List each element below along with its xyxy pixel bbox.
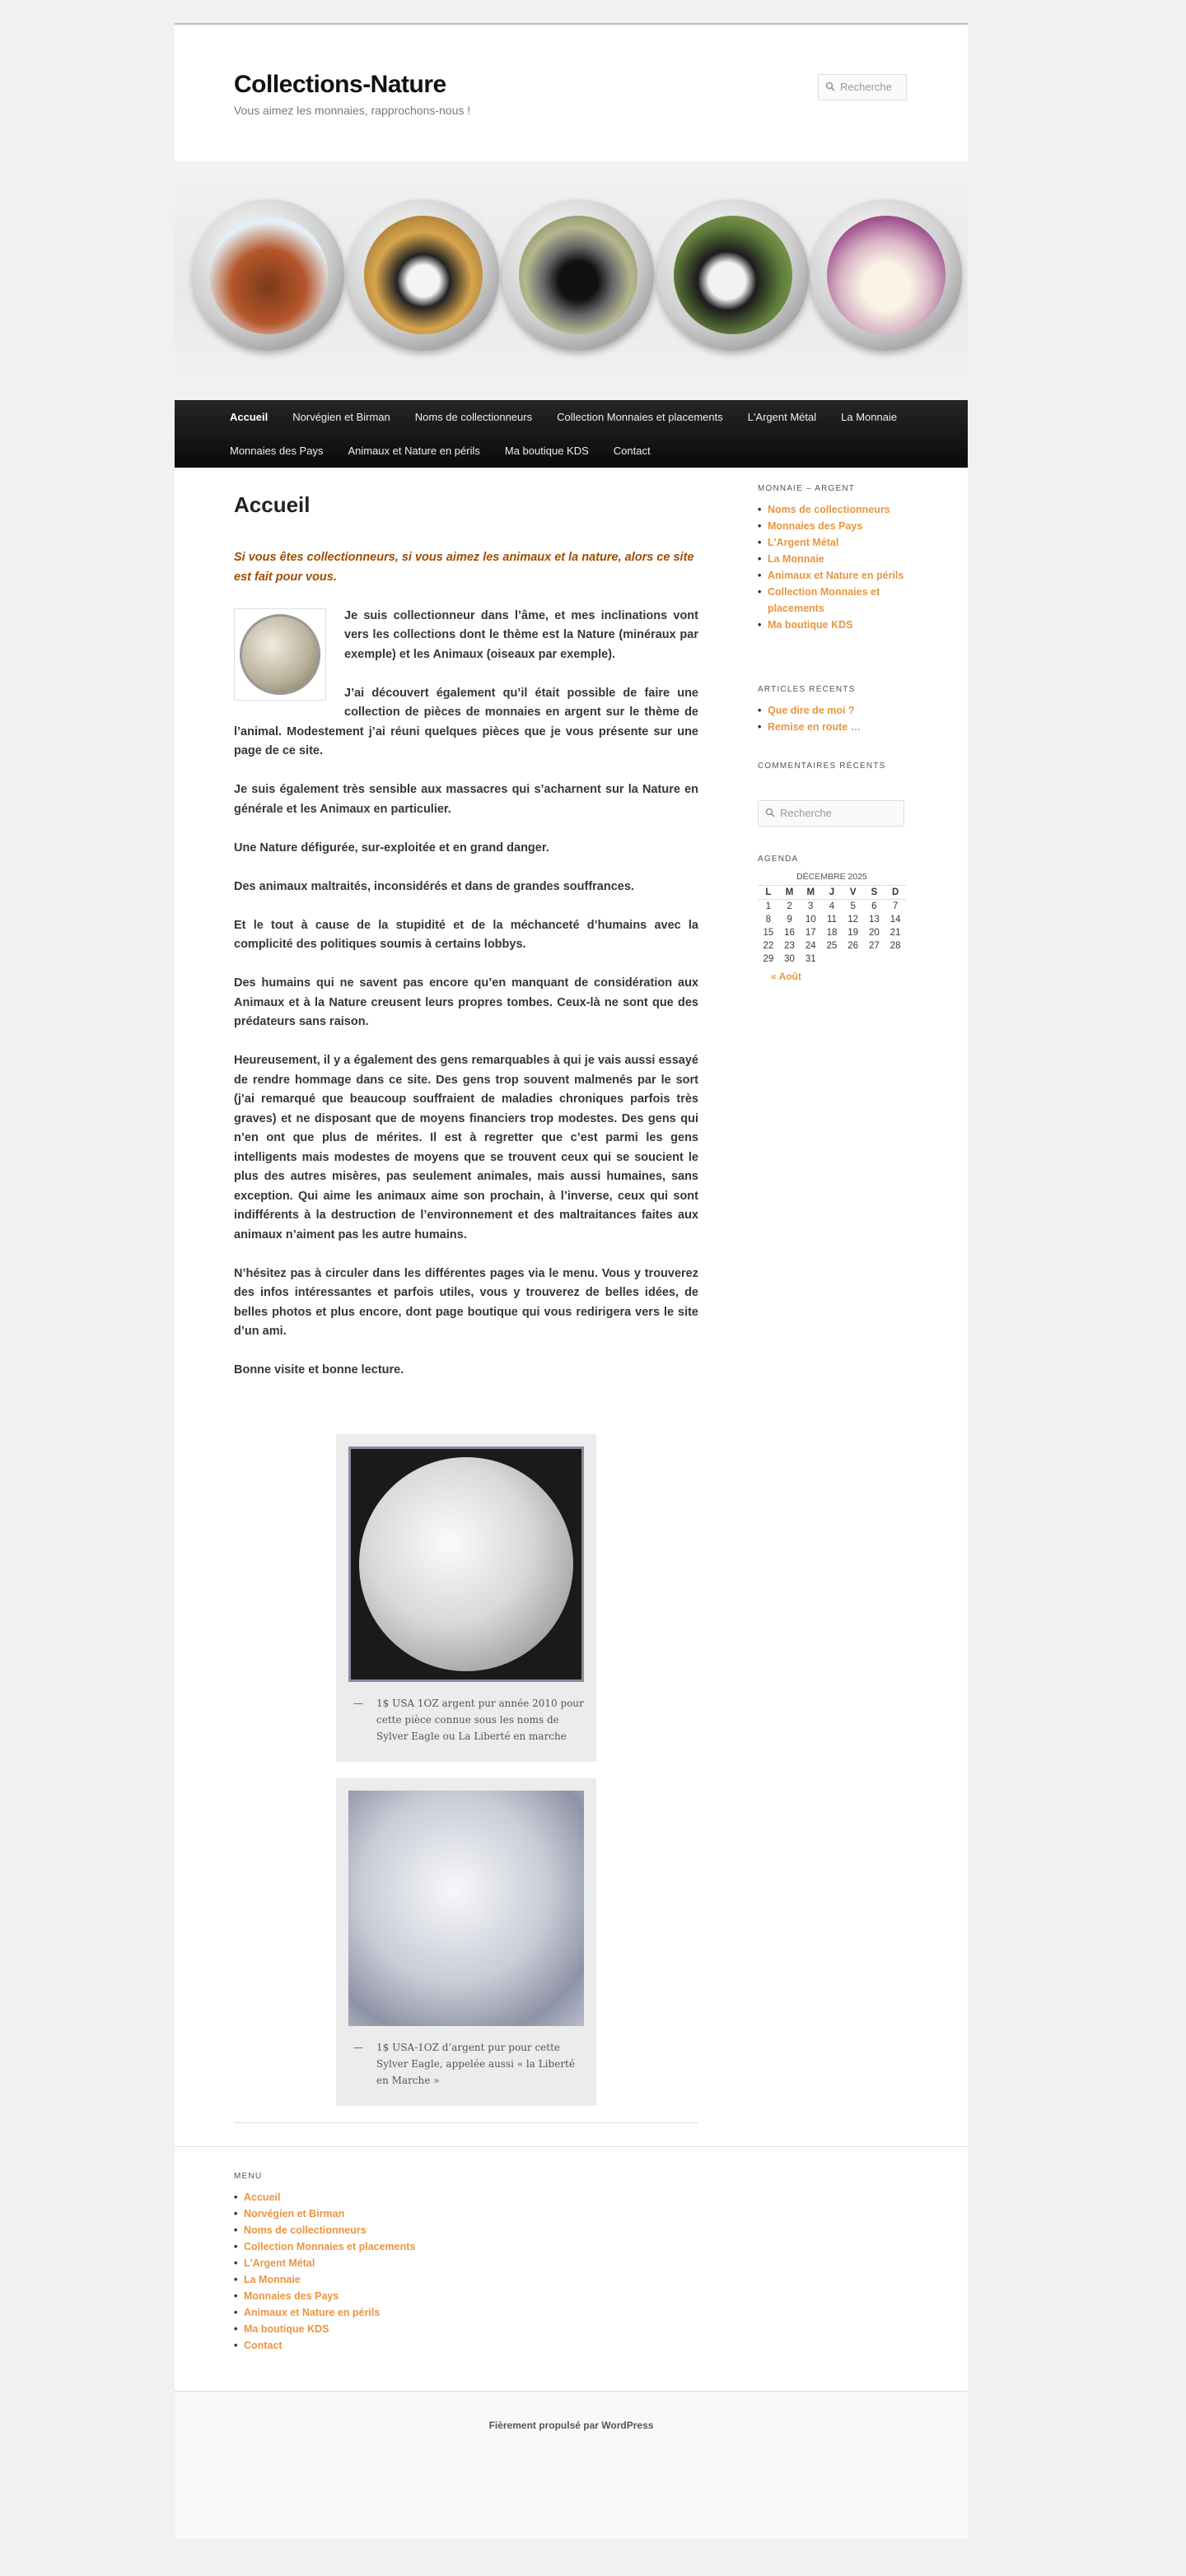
calendar-day: 18 bbox=[826, 928, 838, 938]
site-description: Vous aimez les monnaies, rapprochons-nous ! bbox=[234, 104, 471, 117]
paragraph: Je suis collectionneur dans l’âme, et mes inclinations vont vers les collections dont le thème est la Nature (minéraux par exemple) et les Animaux (oiseaux par exemple). bbox=[344, 608, 698, 661]
calendar-day: 16 bbox=[784, 928, 795, 938]
paragraph: Et le tout à cause de la stupidité et de la méchanceté d’humains avec la complicité des politiques soumis à certains lobbys. bbox=[234, 918, 698, 951]
header-search-input[interactable] bbox=[818, 74, 907, 100]
calendar-day: 20 bbox=[868, 928, 880, 938]
calendar-weekday: L bbox=[758, 886, 779, 900]
caption-dash: — bbox=[353, 1698, 363, 1709]
footer-link[interactable]: • La Monnaie bbox=[234, 2271, 563, 2288]
calendar-day: 15 bbox=[763, 928, 774, 938]
nav-item-monnaies-pays[interactable]: Monnaies des Pays bbox=[230, 445, 324, 457]
silver-eagle-obverse-image[interactable] bbox=[348, 1791, 584, 2026]
calendar-month: DÉCEMBRE 2025 bbox=[796, 872, 867, 882]
search-icon bbox=[825, 82, 835, 91]
calendar-day bbox=[885, 953, 906, 966]
sidebar-search-input[interactable] bbox=[758, 800, 904, 827]
footer-link[interactable]: • L'Argent Métal bbox=[234, 2255, 563, 2271]
coin-tiger bbox=[193, 199, 344, 351]
calendar-day bbox=[843, 953, 864, 966]
calendar-day: 6 bbox=[871, 901, 877, 911]
page-content bbox=[234, 548, 698, 1400]
calendar-day: 25 bbox=[826, 941, 838, 951]
footer-menu-widget bbox=[234, 2172, 563, 2354]
nav-item-norvegien-birman[interactable]: Norvégien et Birman bbox=[292, 411, 390, 423]
sidebar-search bbox=[758, 800, 906, 828]
sidebar-link[interactable]: • Animaux et Nature en périls bbox=[758, 567, 906, 584]
page bbox=[175, 23, 968, 2537]
calendar-day bbox=[821, 953, 843, 966]
widget-title: MENU bbox=[234, 2172, 263, 2181]
figure-caption: 1$ USA-1OZ d’argent pur pour cette Sylver Eagle, appelée aussi « la Liberté en Marche » bbox=[376, 2042, 575, 2086]
silver-eagle-reverse-image[interactable] bbox=[348, 1446, 584, 1682]
widget-title: AGENDA bbox=[758, 855, 799, 864]
footer-link[interactable]: • Noms de collectionneurs bbox=[234, 2222, 563, 2238]
calendar-day: 7 bbox=[892, 901, 899, 911]
paragraph: Je suis également très sensible aux massacres qui s’acharnent sur la Nature en générale et les Animaux en particulier. bbox=[234, 783, 698, 816]
credit-link[interactable]: Fièrement propulsé par WordPress bbox=[488, 2420, 654, 2431]
paragraph: Heureusement, il y a également des gens remarquables à qui je vais aussi essayé de rendre hommage dans ce site. Des gens trop souvent malmenés par le sort (j’ai remarqué que beaucoup souffraient de maladies chroniques parfois très graves) et ne disposant que de moyens financiers trop modestes. Des gens qui n’en ont que plus de mérites. Il est à regretter que c’est parmi les gens intelligents mais modestes de moyens que se trouvent ceux qui se soucient le plus des autres misères, pas seulement animales, mais aussi humaines, sans exception. Qui aime les animaux aime son prochain, à l’inverse, ceux qui sont indifférents à la destruction de l’environnement et des maltraitances faites aux animaux n’aiment pas les autre humains. bbox=[234, 1054, 698, 1241]
calendar-day: 26 bbox=[847, 941, 859, 951]
calendar-prev-month-link[interactable]: « Août bbox=[771, 971, 801, 982]
figure-silver-eagle-obverse bbox=[336, 1778, 596, 2106]
coin-panda bbox=[348, 199, 499, 351]
calendar-weekday: M bbox=[779, 886, 801, 900]
sidebar-link[interactable]: • La Monnaie bbox=[758, 551, 906, 567]
footer-link[interactable]: • Monnaies des Pays bbox=[234, 2288, 563, 2304]
footer-divider bbox=[175, 2146, 968, 2147]
calendar-day: 28 bbox=[890, 941, 901, 951]
recent-post-link[interactable]: • Que dire de moi ? bbox=[758, 702, 906, 719]
site-title[interactable]: Collections-Nature bbox=[234, 71, 446, 98]
calendar-day: 3 bbox=[808, 901, 814, 911]
nav-item-contact[interactable]: Contact bbox=[613, 445, 651, 457]
calendar-day: 2 bbox=[787, 901, 792, 911]
nav-item-noms-collectionneurs[interactable]: Noms de collectionneurs bbox=[414, 411, 533, 423]
paragraph: Bonne visite et bonne lecture. bbox=[234, 1363, 404, 1377]
figure-silver-eagle-reverse bbox=[336, 1434, 596, 1762]
calendar-day bbox=[864, 953, 885, 966]
footer-link[interactable]: • Contact bbox=[234, 2337, 563, 2354]
nav-item-argent-metal[interactable]: L'Argent Métal bbox=[747, 411, 817, 423]
sidebar-recent-comments bbox=[758, 762, 906, 779]
nav-item-collection-monnaies[interactable]: Collection Monnaies et placements bbox=[557, 411, 723, 423]
figure-caption: 1$ USA 1OZ argent pur année 2010 pour cette pièce connue sous les noms de Sylver Eagle ou La Liberté en marche bbox=[376, 1698, 584, 1742]
caption-dash: — bbox=[353, 2042, 363, 2053]
calendar-day: 31 bbox=[805, 954, 816, 964]
widget-title: COMMENTAIRES RÉCENTS bbox=[758, 762, 886, 771]
page-title: Accueil bbox=[234, 492, 311, 517]
calendar-day: 4 bbox=[829, 901, 835, 911]
calendar-weekday: M bbox=[800, 886, 821, 900]
search-placeholder: Recherche bbox=[840, 81, 892, 93]
search-placeholder: Recherche bbox=[780, 807, 832, 819]
sidebar-link[interactable]: • L'Argent Métal bbox=[758, 534, 906, 551]
calendar-day: 29 bbox=[763, 954, 774, 964]
calendar-day: 13 bbox=[868, 915, 880, 925]
footer-link[interactable]: • Norvégien et Birman bbox=[234, 2206, 563, 2222]
calendar-weekday: V bbox=[843, 886, 864, 900]
nav-item-accueil[interactable]: Accueil bbox=[230, 411, 268, 423]
paragraph: J’ai découvert également qu’il était possible de faire une collection de pièces de monnaies en argent sur le thème de l’animal. Modestement j’ai réuni quelques pièces que je vous présente sur une page de ce site. bbox=[234, 686, 698, 757]
sidebar-agenda bbox=[758, 855, 906, 982]
sidebar-link[interactable]: • Monnaies des Pays bbox=[758, 518, 906, 534]
calendar-day: 5 bbox=[850, 901, 856, 911]
lead-paragraph: Si vous êtes collectionneurs, si vous aimez les animaux et la nature, alors ce site est fait pour vous. bbox=[234, 551, 694, 584]
nav-item-la-monnaie[interactable]: La Monnaie bbox=[841, 411, 898, 423]
paragraph: Une Nature défigurée, sur-exploitée et en grand danger. bbox=[234, 841, 549, 855]
coin-spider bbox=[502, 199, 654, 351]
nav-item-animaux-nature[interactable]: Animaux et Nature en périls bbox=[348, 445, 480, 457]
calendar bbox=[758, 872, 906, 966]
calendar-weekday: D bbox=[885, 886, 906, 900]
calendar-day: 14 bbox=[890, 915, 901, 925]
header-banner-image[interactable] bbox=[175, 161, 968, 400]
nav-item-boutique-kds[interactable]: Ma boutique KDS bbox=[504, 445, 589, 457]
calendar-day: 24 bbox=[805, 941, 816, 951]
recent-post-link[interactable]: • Remise en route … bbox=[758, 719, 906, 735]
calendar-day: 22 bbox=[763, 941, 774, 951]
calendar-day: 9 bbox=[787, 915, 792, 925]
sidebar-menu-widget bbox=[758, 484, 906, 633]
sidebar-link[interactable]: • Collection Monnaies et placements bbox=[758, 584, 906, 617]
site-credit bbox=[175, 2391, 968, 2539]
search-icon bbox=[765, 808, 775, 818]
calendar-day: 27 bbox=[868, 941, 880, 951]
coin-thumbnail[interactable] bbox=[234, 608, 326, 701]
paragraph: N’hésitez pas à circuler dans les différentes pages via le menu. Vous y trouverez des infos intéressantes et parfois utiles, vous y trouverez de belles idées, de belles photos et plus encore, dont page boutique qui vous redirigera vers le site d’un ami. bbox=[234, 1266, 698, 1338]
calendar-day: 17 bbox=[805, 928, 816, 938]
paragraph: Des animaux maltraités, inconsidérés et dans de grandes souffrances. bbox=[234, 879, 634, 893]
calendar-day: 23 bbox=[784, 941, 795, 951]
footer-link[interactable]: • Collection Monnaies et placements bbox=[234, 2238, 563, 2255]
footer-link[interactable]: • Accueil bbox=[234, 2189, 563, 2206]
coin-polar-bear bbox=[810, 199, 962, 351]
widget-title: ARTICLES RÉCENTS bbox=[758, 685, 856, 694]
sidebar-link[interactable]: • Noms de collectionneurs bbox=[758, 501, 906, 518]
footer-link[interactable]: • Ma boutique KDS bbox=[234, 2321, 563, 2337]
footer-link[interactable]: • Animaux et Nature en périls bbox=[234, 2304, 563, 2321]
sidebar-recent-posts bbox=[758, 685, 906, 735]
calendar-weekday: S bbox=[864, 886, 885, 900]
calendar-day: 12 bbox=[847, 915, 859, 925]
widget-title: MONNAIE – ARGENT bbox=[758, 484, 856, 493]
main-navigation bbox=[175, 400, 968, 468]
calendar-day: 19 bbox=[847, 928, 859, 938]
calendar-day: 21 bbox=[890, 928, 901, 938]
paragraph: Des humains qui ne savent pas encore qu’en manquant de considération aux Animaux et à la Nature creusent leurs propres tombes. Ceux-là ne sont que des prédateurs sans raison. bbox=[234, 976, 698, 1028]
calendar-day: 1 bbox=[765, 901, 772, 911]
coin-panda-bamboo bbox=[657, 199, 809, 351]
calendar-day: 8 bbox=[765, 915, 772, 925]
calendar-weekday: J bbox=[821, 886, 843, 900]
calendar-day: 10 bbox=[805, 915, 816, 925]
content-divider bbox=[234, 2122, 698, 2123]
calendar-day: 11 bbox=[826, 915, 837, 925]
sidebar-link[interactable]: • Ma boutique KDS bbox=[758, 617, 906, 633]
calendar-day: 30 bbox=[784, 954, 795, 964]
